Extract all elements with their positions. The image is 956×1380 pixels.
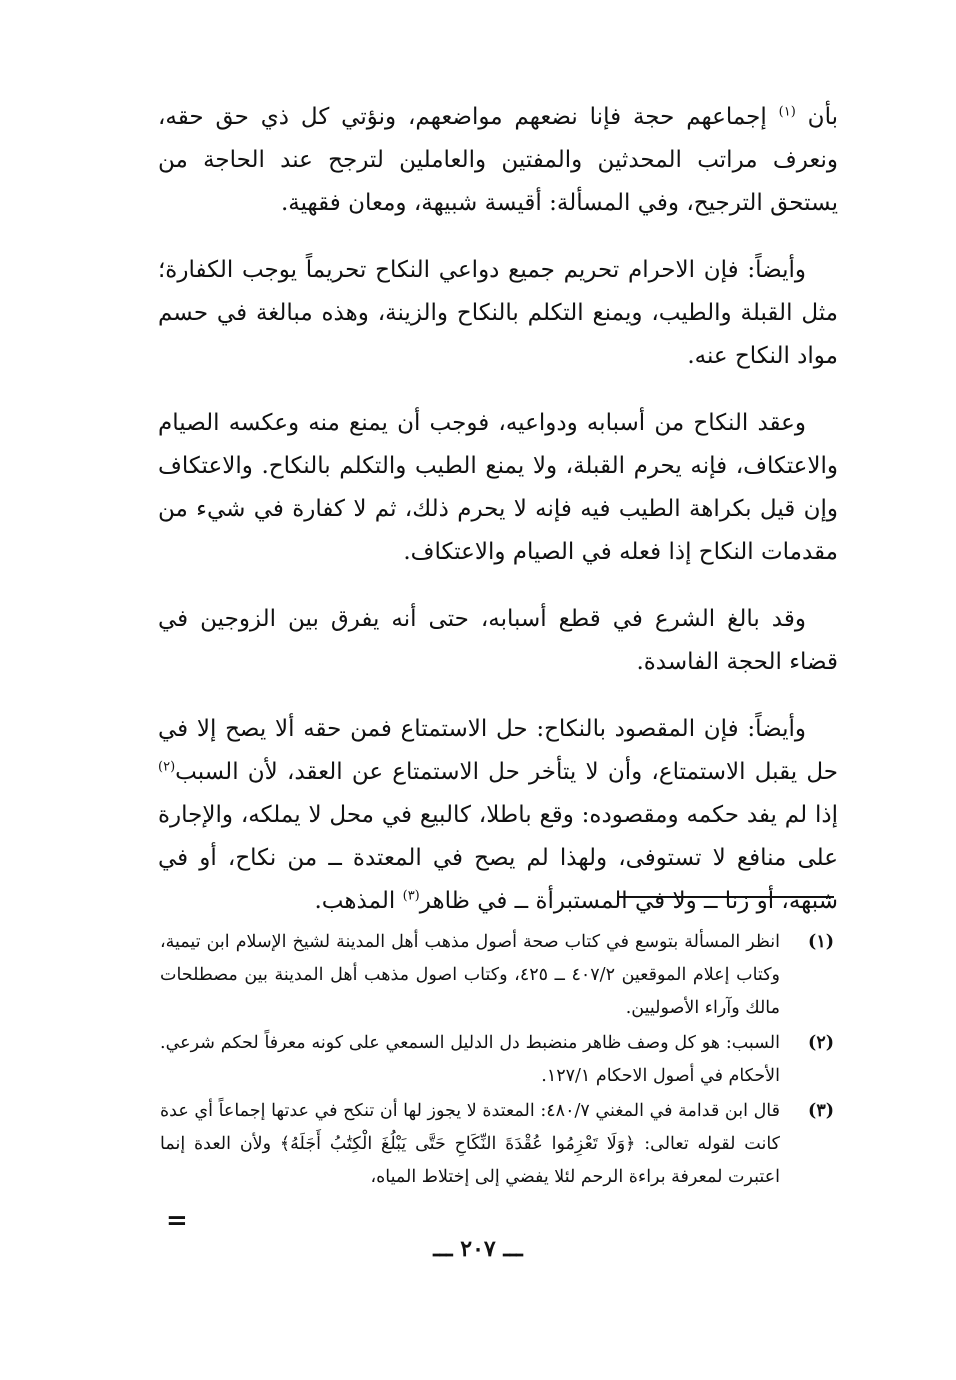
paragraph: وأيضاً: فإن الاحرام تحريم جميع دواعي النكاح تحريماً يوجب الكفارة؛ مثل القبلة والطيب، ويمنع التكلم بالنكاح والزينة، وهذه مبالغة في حسم مواد النكاح عنه. — [158, 257, 838, 369]
paragraph: وأيضاً: فإن المقصود بالنكاح: حل الاستمتاع فمن حقه ألا يصح إلا في حل يقبل الاستمتاع، وأن لا يتأخر حل الاستمتاع عن العقد، لأن السبب$^{(٢)}$ إذا لم يفد حكمه ومقصوده: وقع باطلا، كالبيع في محل لا يملكه، والإجارة على منافع لا تستوفى، ولهذا لم يصح في المعتدة ــ من نكاح، أو في شبهة، أو زنا ــ ولا في المستبرأة ــ في ظاهر$^{(٣)}$ المذهب. — [158, 716, 838, 914]
footnote — [160, 1027, 834, 1093]
continuation-mark: = — [166, 1206, 188, 1236]
footnote-number: (١) — [808, 932, 834, 952]
footnote — [160, 926, 834, 1025]
footnote-ref[interactable]: (٣) — [402, 888, 420, 904]
footnote — [160, 1095, 834, 1194]
footnote-ref[interactable]: (٢) — [158, 759, 176, 775]
footnote-text: السبب: هو كل وصف ظاهر منضبط دل الدليل السمعي على كونه معرفاً لحكم شرعي. الأحكام في أصول الاحكام ١٢٧/١. — [160, 1033, 780, 1086]
footnote-text: انظر المسألة بتوسع في كتاب صحة أصول مذهب أهل المدينة لشيخ الإسلام ابن تيمية، وكتاب إعلام الموقعين ٤٠٧/٢ ــ ٤٢٥، وكتاب اصول مذهب أهل المدينة بين مصطلحات مالك وآراء الأصوليين. — [160, 932, 780, 1018]
paragraph: بأن $^{(١)}$ إجماعهم حجة فإنا نضعهم مواضعهم، ونؤتي كل ذي حق حقه، ونعرف مراتب المحدثين والمفتين والعاملين لترجح عند الحاجة من يستحق الترجيح، وفي المسألة: أقيسة شبيهة، ومعان فقهية. — [158, 104, 838, 216]
paragraph: وعقد النكاح من أسبابه ودواعيه، فوجب أن يمنع منه وعكسه الصيام والاعتكاف، فإنه يحرم القبلة، ولا يمنع الطيب والتكلم بالنكاح. والاعتكاف وإن قيل بكراهة الطيب فيه فإنه لا يحرم ذلك، ثم لا كفارة في شيء من مقدمات النكاح إذا فعله في الصيام والاعتكاف. — [158, 410, 838, 565]
footnote-ref[interactable]: (١) — [778, 104, 796, 120]
footnote-text: قال ابن قدامة في المغني ٤٨٠/٧: المعتدة لا يجوز لها أن تنكح في عدتها إجماعاً أي عدة كانت لقوله تعالى: ﴿وَلَا تَعْزِمُوا عُقْدَةَ النِّكَاحِ حَتَّى يَبْلُغَ الْكِتَٰبُ أَجَلَهُ﴾ ولأن العدة إنما اعتبرت لمعرفة براءة الرحم لئلا يفضي إلى إختلاط المياه، — [160, 1101, 781, 1187]
footnote-separator — [618, 896, 834, 898]
main-text — [158, 96, 838, 947]
footnote-number: (٣) — [808, 1101, 834, 1121]
paragraph: وقد بالغ الشرع في قطع أسبابه، حتى أنه يفرق بين الزوجين في قضاء الحجة الفاسدة. — [158, 606, 838, 675]
footnote-number: (٢) — [808, 1033, 834, 1053]
footnotes — [160, 926, 834, 1196]
page-number: ـــ ٢٠٧ ـــ — [433, 1236, 523, 1262]
